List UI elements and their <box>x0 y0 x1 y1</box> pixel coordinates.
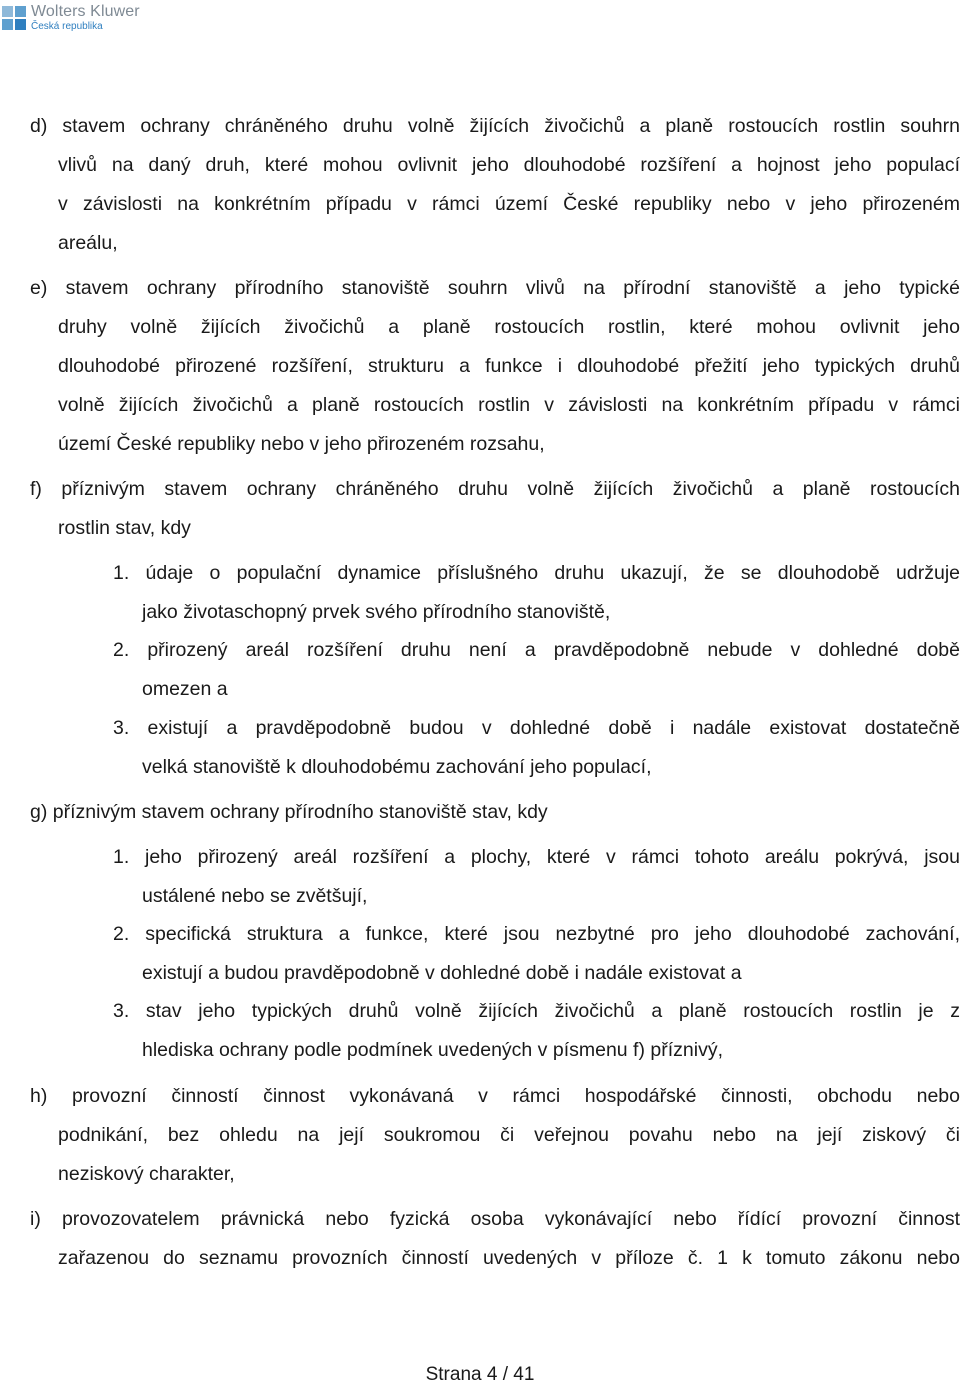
text-line: velká stanoviště k dlouhodobému zachování jeho populací, <box>142 756 652 778</box>
text-line: i) provozovatelem právnická nebo fyzická osoba vykonávající nebo řídící provozní činnost <box>30 1208 960 1230</box>
text-line: zařazenou do seznamu provozních činností uvedených v příloze č. 1 k tomuto zákonu nebo <box>58 1247 960 1269</box>
text-line: f) příznivým stavem ochrany chráněného druhu volně žijících živočichů a planě rostoucích <box>30 478 960 500</box>
page-number: Strana 4 / 41 <box>425 1364 535 1385</box>
text-line: e) stavem ochrany přírodního stanoviště souhrn vlivů na přírodní stanoviště a jeho typické <box>30 277 960 299</box>
text-line: areálu, <box>58 232 118 254</box>
text-line: omezen a <box>142 678 228 700</box>
text-line: jako životaschopný prvek svého přírodního stanoviště, <box>142 601 611 623</box>
text-line: g) příznivým stavem ochrany přírodního stanoviště stav, kdy <box>30 801 548 823</box>
wolters-kluwer-logo <box>2 4 140 32</box>
text-line: d) stavem ochrany chráněného druhu volně žijících živočichů a planě rostoucích rostlin souhrn <box>30 115 960 137</box>
text-line: rostlin stav, kdy <box>58 517 191 539</box>
text-line: druhy volně žijících živočichů a planě rostoucích rostlin, které mohou ovlivnit jeho <box>58 316 960 338</box>
text-line: 2. specifická struktura a funkce, které jsou nezbytné pro jeho dlouhodobé zachování, <box>113 923 960 945</box>
text-line: 2. přirozený areál rozšíření druhu není a pravděpodobně nebude v dohledné době <box>113 639 960 661</box>
text-line: volně žijících živočichů a planě rostoucích rostlin v závislosti na konkrétním případu v rámci <box>58 394 960 416</box>
text-line: 3. stav jeho typických druhů volně žijících živočichů a planě rostoucích rostlin je z <box>113 1000 960 1022</box>
logo-name: Wolters Kluwer <box>31 3 140 20</box>
text-line: existují a budou pravděpodobně v dohledné době i nadále existovat a <box>142 962 742 984</box>
text-line: ustálené nebo se zvětšují, <box>142 885 368 907</box>
logo-mark-icon <box>2 6 26 30</box>
logo-subtitle: Česká republika <box>31 21 103 32</box>
text-line: h) provozní činností činnost vykonávaná v rámci hospodářské činnosti, obchodu nebo <box>30 1085 960 1107</box>
text-line: v závislosti na konkrétním případu v rámci území České republiky nebo v jeho přirozeném <box>58 193 960 215</box>
text-line: neziskový charakter, <box>58 1163 235 1185</box>
text-line: 1. údaje o populační dynamice příslušného druhu ukazují, že se dlouhodobě udržuje <box>113 562 960 584</box>
text-line: hlediska ochrany podle podmínek uvedených v písmenu f) příznivý, <box>142 1039 723 1061</box>
text-line: 3. existují a pravděpodobně budou v dohledné době i nadále existovat dostatečně <box>113 717 960 739</box>
text-line: vlivů na daný druh, které mohou ovlivnit jeho dlouhodobé rozšíření a hojnost jeho populací <box>58 154 960 176</box>
text-line: 1. jeho přirozený areál rozšíření a plochy, které v rámci tohoto areálu pokrývá, jsou <box>113 846 960 868</box>
text-line: podnikání, bez ohledu na její soukromou či veřejnou povahu nebo na její ziskový či <box>58 1124 960 1146</box>
text-line: dlouhodobé přirozené rozšíření, strukturu a funkce i dlouhodobé přežití jeho typických druhů <box>58 355 960 377</box>
text-line: území České republiky nebo v jeho přirozeném rozsahu, <box>58 433 545 455</box>
